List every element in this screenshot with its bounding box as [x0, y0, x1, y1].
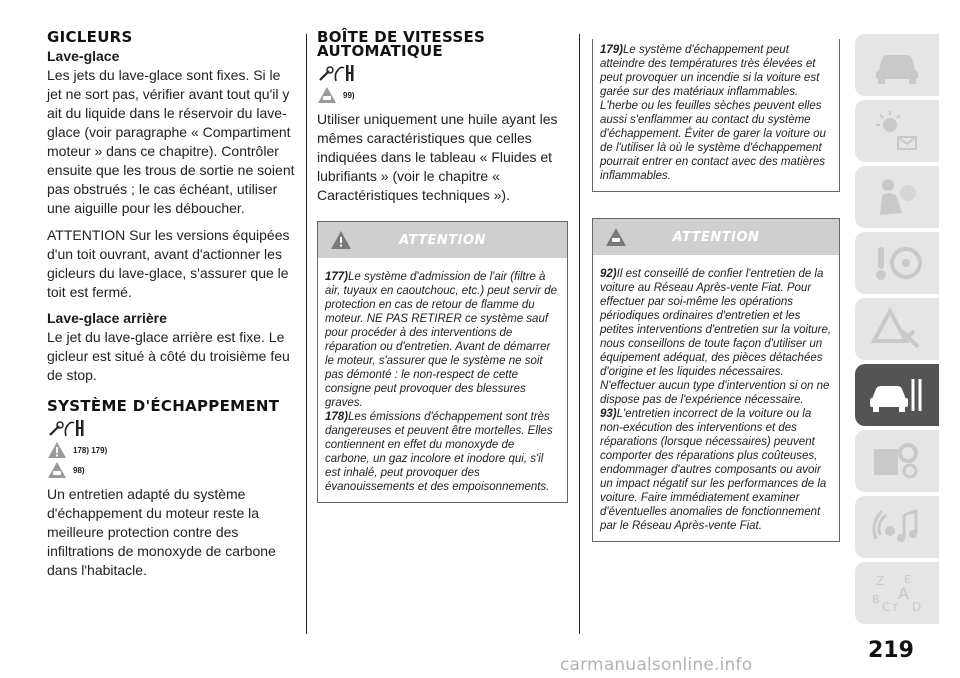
note-177 — [325, 270, 560, 410]
section-title-gicleurs: GICLEURS — [47, 28, 133, 46]
note-number: 178) — [325, 411, 349, 423]
warning-box-body — [593, 39, 839, 191]
note-text: Le système d'admission de l'air (filtre à air, tuyaux en caoutchouc, etc.) peut servir de protection en cas de retour de flamme du moteur. NE PAS RETIRER ce système sauf pour procéder à des interventions de réparation ou d'entretien. Avant de démarrer le moteur, s'assurer que le système ne soit pas démonté : le non-respect de cette consigne peut provoquer des blessures graves. — [325, 271, 558, 409]
index-letter: E — [904, 573, 911, 586]
warning-triangle-icon — [330, 230, 352, 250]
attention-box-header — [593, 219, 839, 255]
index-letter: C — [882, 600, 891, 614]
chapter-tabs — [855, 34, 939, 628]
attention-box-body — [593, 255, 839, 541]
note-text: Les émissions d'échappement sont très dangereuses et peuvent être mortelles. Elles contiennent en effet du monoxyde de carbone, un gaz incolore et inodore qui, s'il est inhalé, peut provoquer des évanouissements et des empoisonnements. — [325, 411, 553, 493]
tab-starting[interactable] — [855, 232, 939, 294]
note-number: 92) — [600, 268, 617, 280]
warning-box-continued — [592, 39, 840, 192]
page-number: 219 — [868, 638, 914, 663]
section-title-boite-vitesses: BOÎTE DE VITESSES AUTOMATIQUE — [317, 28, 486, 60]
dashboard-lights-icon — [868, 109, 926, 153]
paragraph-lave-glace-arriere: Le jet du lave-glace arrière est fixe. Le gicleur est situé à côté du troisième feu de stop. — [47, 329, 290, 383]
index-letter: Z — [876, 574, 885, 588]
index-letter: A — [898, 584, 909, 603]
reference-line-notes — [47, 461, 295, 479]
tab-emergency[interactable] — [855, 298, 939, 360]
index-letter: T — [892, 603, 899, 614]
note-text: L'entretien incorrect de la voiture ou la non-exécution des interventions et des réparations (lorsque nécessaires) peuvent comporter des réparations plus coûteuses, endommager d'autres composants ou avoir un impact négatif sur les performances de la voiture. Faire immédiatement examiner d'éventuelles anomalies de fonctionnement par le Réseau Après-vente Fiat. — [600, 408, 827, 532]
subtitle-lave-glace: Lave-glace — [47, 48, 120, 64]
multimedia-icon — [868, 505, 926, 549]
index-letter: D — [912, 600, 922, 614]
car-caution-icon — [605, 227, 627, 247]
tab-dashboard[interactable] — [855, 100, 939, 162]
tab-car-front[interactable] — [855, 34, 939, 96]
airbag-seatbelt-icon — [868, 175, 926, 219]
key-steering-wheel-icon — [868, 241, 926, 285]
column-2 — [317, 30, 568, 503]
car-front-icon — [868, 43, 926, 87]
watermark: carmanualsonline.info — [560, 655, 753, 675]
tab-index[interactable] — [855, 562, 939, 624]
warning-box — [317, 221, 568, 503]
car-caution-icon — [317, 86, 337, 104]
column-divider — [579, 34, 580, 634]
tab-multimedia[interactable] — [855, 496, 939, 558]
note-text: Il est conseillé de confier l'entretien de la voiture au Réseau Après-vente Fiat. Pour effectuer par soi-même les opérations périodiques ordinaires d'entretien et les petites interventions d'entretien sur la voiture, nous conseillons de toute façon d'utiliser un équipement adéquat, des pièces détachées d'origine et les liquides nécessaires. N'effectuer aucun type d'intervention si on ne dispose pas de l'expérience nécessaire. — [600, 268, 832, 406]
column-3 — [592, 39, 840, 542]
alphabet-index-icon — [868, 571, 926, 615]
paragraph-toit-ouvrant: ATTENTION Sur les versions équipées d'un toit ouvrant, avant d'actionner les gicleurs du lave-glace, s'assurer que le toit est fermé. — [47, 227, 290, 300]
warning-box-body — [318, 258, 567, 502]
car-caution-icon — [47, 461, 67, 479]
attention-box — [592, 218, 840, 542]
paragraph-lave-glace: Les jets du lave-glace sont fixes. Si le jet ne sort pas, vérifier avant tout qu'il y ait du liquide dans le réservoir du lave-glace (voir paragraphe « Compartiment moteur » dans ce chapitre). Contrôler ensuite que les trous de sortie ne soient pas obstrués ; le cas échéant, utiliser une aiguille pour les déboucher. — [47, 67, 295, 216]
tab-safety[interactable] — [855, 166, 939, 228]
warning-triangle-icon — [868, 307, 926, 351]
tab-technical[interactable] — [855, 430, 939, 492]
note-number: 177) — [325, 271, 349, 283]
note-text: Le système d'échappement peut atteindre des températures très élevées et peut provoquer un incendie si la voiture est garée sur des matériaux inflammables. L'herbe ou les feuilles sèches peuvent elles aussi s'enflammer au contact du système d'échappement. Éviter de garer la voiture ou de l'utiliser là où le système d'échappement pourrait entrer en contact avec des matières inflammables. — [600, 44, 826, 182]
note-178 — [325, 410, 560, 494]
paragraph-huile: Utiliser uniquement une huile ayant les mêmes caractéristiques que celles indiquées dans le tableau « Fluides et lubrifiants » (voir le chapitre « Caractéristiques techniques »). — [317, 111, 558, 203]
warning-triangle-icon — [47, 441, 67, 459]
car-gears-icon — [868, 439, 926, 483]
reference-line-notes — [317, 86, 568, 104]
warning-box-header — [318, 222, 567, 258]
note-92 — [600, 267, 832, 407]
note-93 — [600, 407, 832, 533]
reference-line-warnings — [47, 441, 295, 459]
maintenance-tools-icon — [47, 417, 87, 439]
column-divider — [306, 34, 307, 634]
note-179 — [600, 43, 832, 183]
note-number: 179) — [600, 44, 624, 56]
paragraph-echappement: Un entretien adapté du système d'échappement du moteur reste la meilleure protection contre des infiltrations de monoxyde de carbone dans l'habitacle. — [47, 486, 276, 578]
note-refs: 98) — [73, 465, 85, 475]
index-letter: B — [872, 593, 880, 606]
column-1 — [47, 30, 295, 588]
note-refs: 99) — [343, 90, 355, 100]
tab-maintenance[interactable] — [855, 364, 939, 426]
car-wrench-icon — [868, 373, 926, 417]
subtitle-lave-glace-arriere: Lave-glace arrière — [47, 310, 167, 326]
warning-box-title: ATTENTION — [399, 232, 486, 248]
section-title-echappement: SYSTÈME D'ÉCHAPPEMENT — [47, 397, 280, 415]
maintenance-tools-icon — [317, 62, 357, 84]
note-number: 93) — [600, 408, 617, 420]
attention-box-title: ATTENTION — [672, 229, 760, 245]
warning-refs: 178) 179) — [73, 445, 108, 455]
